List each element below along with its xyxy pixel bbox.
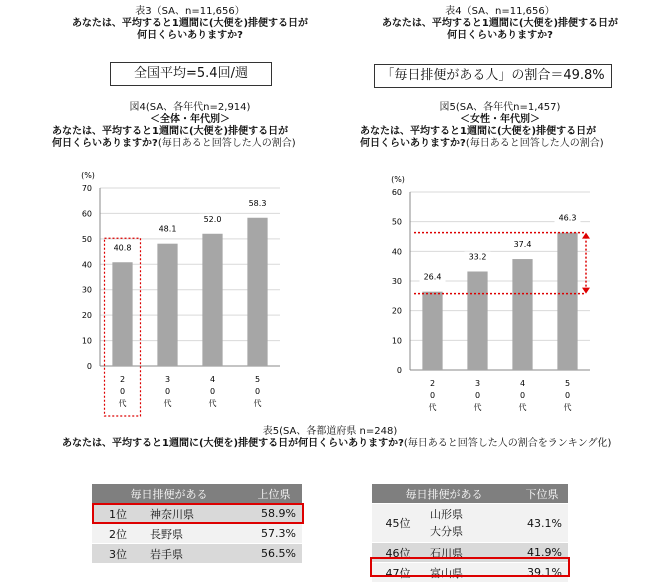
fig5-title: 図5(SA、各年代n=1,457) xyxy=(439,102,561,113)
top-header-left: 毎日排便がある xyxy=(92,484,246,504)
rank-cell: 1位 xyxy=(92,504,144,524)
x-tick-label: 代 xyxy=(473,403,482,412)
table-row xyxy=(372,504,568,543)
y-tick-label: 10 xyxy=(391,336,402,346)
top-ranking-header xyxy=(92,484,302,504)
x-tick-label: 4 xyxy=(519,379,526,388)
y-tick-label: 20 xyxy=(81,311,92,321)
bottom-ranking-header xyxy=(372,484,568,504)
value-cell: 43.1% xyxy=(516,504,568,543)
value-cell: 41.9% xyxy=(516,543,568,563)
fig5-subtitle: ＜女性・年代別＞ xyxy=(460,114,540,125)
bottom-header-left: 毎日排便がある xyxy=(372,484,516,504)
y-tick-label: 60 xyxy=(391,188,402,197)
x-tick-label: 2 xyxy=(429,379,436,388)
table-row xyxy=(92,544,302,564)
x-tick-label: 代 xyxy=(118,399,127,408)
x-tick-label: 5 xyxy=(564,379,571,388)
rank-cell: 3位 xyxy=(92,544,144,564)
table-row xyxy=(92,524,302,544)
x-tick-label: 0 xyxy=(519,391,526,400)
x-tick-label: 0 xyxy=(564,391,571,400)
fig4-subtitle: ＜全体・年代別＞ xyxy=(150,114,230,125)
bar xyxy=(512,259,532,370)
fig4-title: 図4(SA、各年代n=2,914) xyxy=(129,102,251,113)
table3-question-line1: あなたは、平均すると1週間に(大便を)排便する日が xyxy=(71,18,309,29)
x-tick-label: 代 xyxy=(428,403,437,412)
data-label: 40.8 xyxy=(113,243,132,253)
table4-question-line2: 何日くらいありますか? xyxy=(447,30,553,41)
pref-line: 山形県 xyxy=(430,508,463,521)
data-label: 48.1 xyxy=(158,224,177,234)
rank-cell: 46位 xyxy=(372,543,424,563)
x-tick-label: 代 xyxy=(163,399,172,408)
x-tick-label: 0 xyxy=(429,391,436,400)
y-tick-label: 10 xyxy=(81,336,92,346)
fig4-question-note: (毎日あると回答した人の割合) xyxy=(157,138,296,149)
data-label: 26.4 xyxy=(423,272,442,282)
fig4-question-line1: あなたは、平均すると1週間に(大便を)排便する日が xyxy=(52,126,289,137)
y-tick-label: 50 xyxy=(391,217,402,227)
x-tick-label: 3 xyxy=(474,379,481,388)
y-tick-label: 40 xyxy=(81,260,92,270)
pref-cell xyxy=(424,504,516,543)
fig5-question-line2: 何日くらいありますか? xyxy=(360,138,466,149)
rank-cell: 47位 xyxy=(372,563,424,583)
bar xyxy=(112,262,132,366)
x-tick-label: 代 xyxy=(253,399,262,408)
table3-value-box: 全国平均=5.4回/週 xyxy=(110,62,272,86)
y-tick-label: 40 xyxy=(391,247,402,257)
table5-question-note: (毎日あると回答した人の割合をランキング化) xyxy=(403,438,612,449)
bar xyxy=(467,272,487,370)
table3-question-line2: 何日くらいありますか? xyxy=(137,30,243,41)
table4-title: 表4（SA、n=11,656） xyxy=(445,6,555,17)
value-cell: 57.3% xyxy=(246,524,302,544)
fig4-question-line2: 何日くらいありますか? xyxy=(52,138,158,149)
x-tick-label: 0 xyxy=(474,391,481,400)
value-cell: 58.9% xyxy=(246,504,302,524)
y-unit-label: (%) xyxy=(81,171,95,180)
data-label: 58.3 xyxy=(248,198,267,208)
data-label: 46.3 xyxy=(558,213,577,223)
bar xyxy=(202,234,222,366)
x-tick-label: 5 xyxy=(254,375,261,384)
x-tick-label: 2 xyxy=(119,375,126,384)
table4-question-line1: あなたは、平均すると1週間に(大便を)排便する日が xyxy=(381,18,619,29)
data-label: 33.2 xyxy=(468,252,487,262)
fig4-chart xyxy=(70,160,300,420)
rank-cell: 2位 xyxy=(92,524,144,544)
x-tick-label: 0 xyxy=(119,387,126,396)
fig5-question-note: (毎日あると回答した人の割合) xyxy=(465,138,604,149)
y-tick-label: 70 xyxy=(81,184,92,193)
y-tick-label: 60 xyxy=(81,209,92,219)
y-tick-label: 20 xyxy=(391,306,402,316)
bar xyxy=(157,244,177,366)
y-tick-label: 50 xyxy=(81,234,92,244)
bar xyxy=(422,292,442,370)
fig5-question-line1: あなたは、平均すると1週間に(大便を)排便する日が xyxy=(360,126,597,137)
pref-cell: 富山県 xyxy=(424,563,516,583)
fig5-chart xyxy=(380,160,610,420)
data-label: 37.4 xyxy=(513,240,532,250)
x-tick-label: 0 xyxy=(164,387,171,396)
y-tick-label: 30 xyxy=(391,277,402,286)
data-label: 52.0 xyxy=(203,214,222,224)
gap-arrow-head-up xyxy=(582,233,590,239)
x-tick-label: 0 xyxy=(254,387,261,396)
pref-line: 大分県 xyxy=(430,525,463,538)
bottom47-highlight-box xyxy=(370,557,570,577)
x-tick-label: 4 xyxy=(209,375,216,384)
x-tick-label: 0 xyxy=(209,387,216,396)
x-tick-label: 代 xyxy=(518,403,527,412)
x-tick-label: 3 xyxy=(164,375,171,384)
y-tick-label: 0 xyxy=(86,362,92,371)
bar xyxy=(557,233,577,370)
top-header-right: 上位県 xyxy=(246,484,302,504)
x-tick-label: 代 xyxy=(208,399,217,408)
value-cell: 39.1% xyxy=(516,563,568,583)
gap-arrow-head-down xyxy=(582,288,590,294)
table3-title: 表3（SA、n=11,656） xyxy=(135,6,245,17)
bar xyxy=(247,218,267,366)
y-unit-label: (%) xyxy=(391,175,405,184)
table5-question: あなたは、平均すると1週間に(大便を)排便する日が何日くらいありますか? xyxy=(62,438,404,449)
rank-cell: 45位 xyxy=(372,504,424,543)
x-tick-label: 代 xyxy=(563,403,572,412)
pref-cell: 神奈川県 xyxy=(144,504,246,524)
pref-cell: 岩手県 xyxy=(144,544,246,564)
bottom-header-right: 下位県 xyxy=(516,484,568,504)
y-tick-label: 0 xyxy=(396,366,402,375)
top1-highlight-box xyxy=(92,503,304,524)
pref-cell: 石川県 xyxy=(424,543,516,563)
y-tick-label: 30 xyxy=(81,285,92,295)
pref-cell: 長野県 xyxy=(144,524,246,544)
table4-value-box: 「毎日排便がある人」の割合＝49.8% xyxy=(374,64,612,88)
value-cell: 56.5% xyxy=(246,544,302,564)
table5-title: 表5(SA、各都道府県 n=248) xyxy=(262,426,398,437)
top-ranking-table xyxy=(92,484,302,564)
